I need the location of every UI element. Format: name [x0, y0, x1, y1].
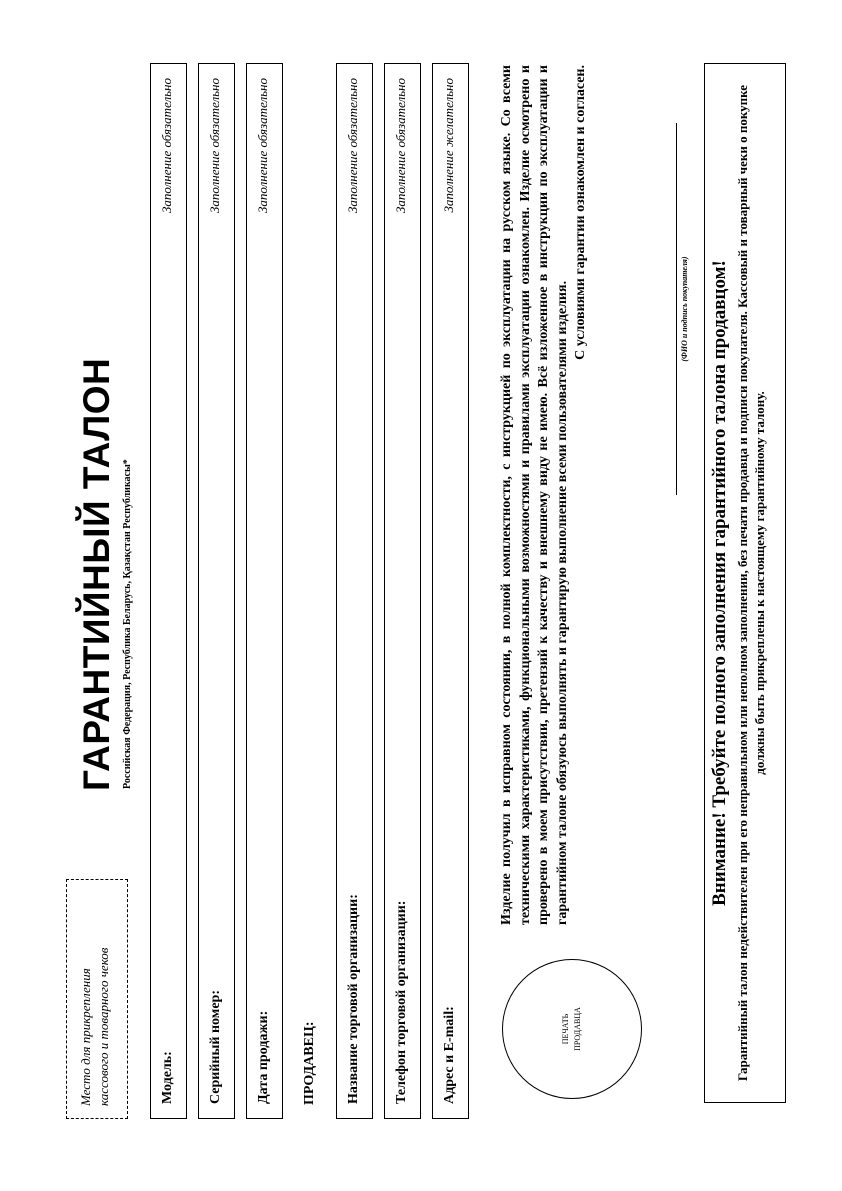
org-phone-note: Заполнение обязательно	[393, 78, 408, 213]
serial-note: Заполнение обязательно	[207, 78, 222, 213]
statement-agree: С условиями гарантии ознакомлен и согласен.	[573, 65, 589, 360]
page-title: ГАРАНТИЙНЫЙ ТАЛОН	[76, 357, 117, 791]
notice-body: Гарантийный талон недействителен при его неправильном или неполном заполнении, без печати продавца и подписи покупателя. Кассовый и товарный чеки о покупке должны быть прикреплены к настоящему гарантийному талону.	[735, 84, 767, 1082]
page-subtitle: Российская Федерация, Республика Беларусь, Қазақстан Республикасы*	[122, 459, 133, 789]
stamp-line2: ПРОДАВЦА	[573, 1007, 582, 1051]
org-name-label: Название торговой организации:	[346, 894, 361, 1104]
receipt-area-line1: Место для прикрепления	[78, 968, 93, 1106]
stamp-line1: ПЕЧАТЬ	[561, 1013, 570, 1045]
buyer-statement	[498, 65, 591, 925]
notice-box	[704, 63, 786, 1103]
model-note: Заполнение обязательно	[159, 78, 174, 213]
sale-date-note: Заполнение обязательно	[255, 78, 270, 213]
address-note: Заполнение желательно	[441, 78, 456, 213]
seller-stamp-area	[502, 959, 642, 1099]
serial-label: Серийный номер:	[208, 990, 223, 1104]
signature-caption: (ФИО и подпись покупателя)	[680, 256, 689, 362]
address-label: Адрес и E-mail:	[442, 1006, 457, 1104]
statement-text: Изделие получил в исправном состоянии, в полной комплектности, с инструкцией по эксплуатации на русском языке. Со всеми техническими характеристиками, функциональными возможностями и правилами эксплуатации ознакомлен. Изделие осмотрено и проверено в моем присутствии, претензий к качеству и внешнему виду не имею. Всё изложенное в инструкции по эксплуатации и гарантийном талоне обязуюсь выполнять и гарантирую выполнение всеми пользователями изделия.	[499, 65, 570, 925]
org-name-note: Заполнение обязательно	[345, 78, 360, 213]
notice-title: Внимание! Требуйте полного заполнения гарантийного талона продавцом!	[709, 260, 730, 906]
seller-heading: ПРОДАВЕЦ:	[302, 1021, 317, 1105]
signature-line[interactable]	[676, 123, 677, 495]
receipt-area-line2: кассового и товарного чеков	[96, 947, 111, 1106]
address-field[interactable]	[432, 63, 469, 1119]
org-name-field[interactable]	[336, 63, 373, 1119]
org-phone-field[interactable]	[384, 63, 421, 1119]
sale-date-label: Дата продажи:	[256, 1010, 271, 1104]
serial-field[interactable]	[198, 63, 235, 1119]
org-phone-label: Телефон торговой организации:	[394, 900, 409, 1104]
receipt-attach-area	[66, 879, 128, 1119]
model-field[interactable]	[150, 63, 187, 1119]
model-label: Модель:	[160, 1051, 175, 1104]
sale-date-field[interactable]	[246, 63, 283, 1119]
